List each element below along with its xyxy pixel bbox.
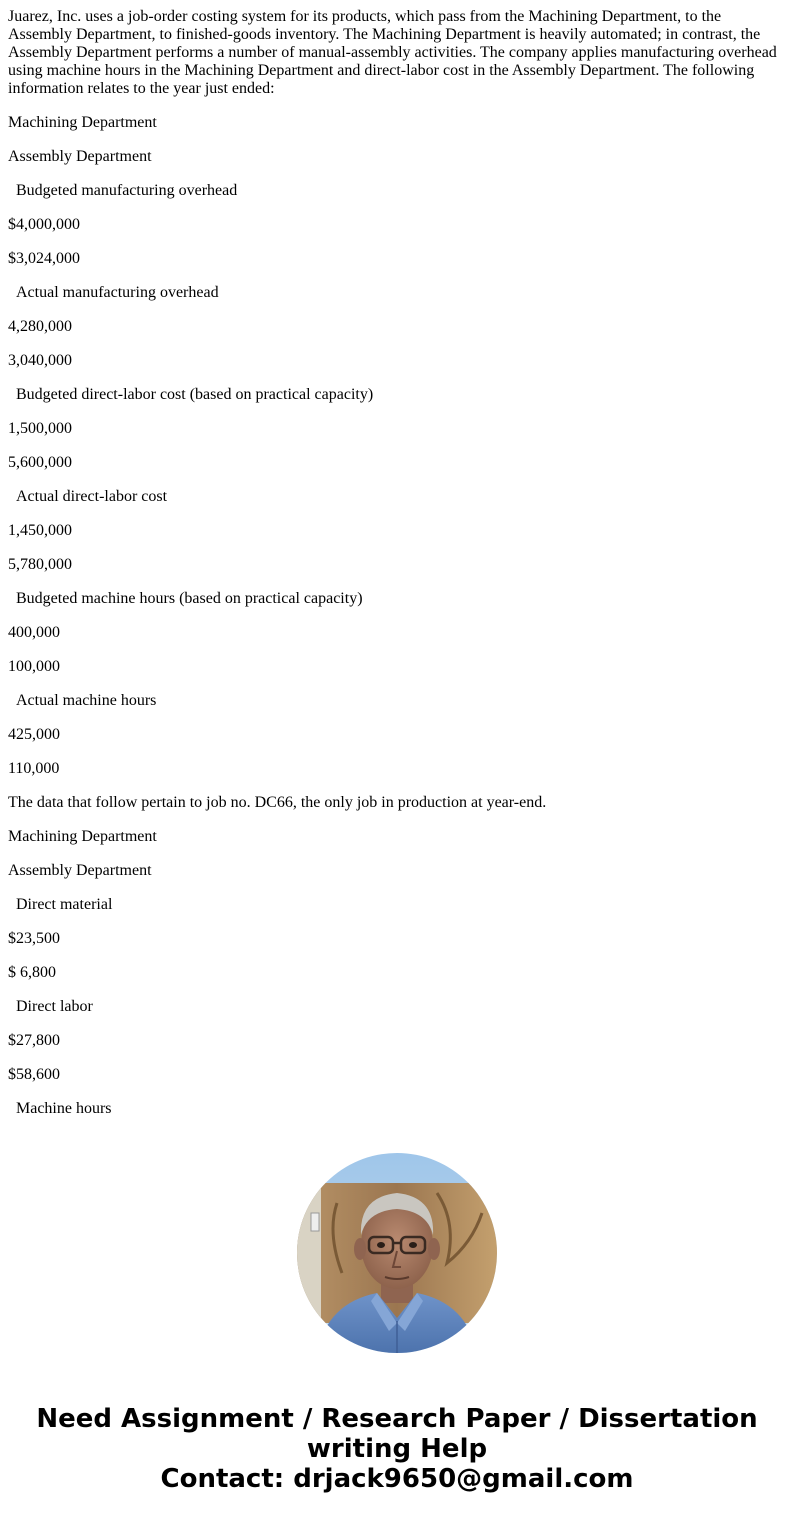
avatar (297, 1153, 497, 1353)
table2-header-machining: Machining Department (8, 828, 157, 845)
table1-row-label: Actual manufacturing overhead (16, 284, 219, 301)
table1-cell-machining: 4,280,000 (8, 318, 72, 335)
table2-header-assembly: Assembly Department (8, 862, 152, 879)
table1-row-label: Budgeted manufacturing overhead (16, 182, 238, 199)
table1-cell-machining: 400,000 (8, 624, 60, 641)
table1-cell-machining: 425,000 (8, 726, 60, 743)
table1-cell-assembly: 5,780,000 (8, 556, 72, 573)
intro-paragraph: Juarez, Inc. uses a job-order costing system for its products, which pass from the Machining Department, to the Assembly Department, to finished-goods inventory. The Machining Department is heavily automated; in contrast, the Assembly Department performs a number of manual-assembly activities. The company applies manufacturing overhead using machine hours in the Machining Department and direct-labor cost in the Assembly Department. The following information relates to the year just ended: (8, 8, 777, 97)
promo-line-1: Need Assignment / Research Paper / Dissertation (36, 1404, 758, 1434)
table2-row-label: Direct material (16, 896, 113, 913)
table2-cell-assembly: $58,600 (8, 1066, 60, 1083)
table2-cell-assembly: $ 6,800 (8, 964, 56, 981)
table1-cell-machining: 1,450,000 (8, 522, 72, 539)
table1-cell-assembly: 3,040,000 (8, 352, 72, 369)
table1-row-label: Actual machine hours (16, 692, 157, 709)
document-body (8, 8, 786, 1118)
promo-contact: Contact: drjack9650@gmail.com (160, 1464, 634, 1494)
table2-cell-machining: $27,800 (8, 1032, 60, 1049)
table2-row-label: Machine hours (16, 1100, 112, 1117)
transition-paragraph: The data that follow pertain to job no. DC66, the only job in production at year-end. (8, 794, 547, 811)
table1-cell-machining: 1,500,000 (8, 420, 72, 437)
table2-row-label: Direct labor (16, 998, 93, 1015)
table1-cell-assembly: 100,000 (8, 658, 60, 675)
table1-cell-machining: $4,000,000 (8, 216, 80, 233)
promo-line-2: writing Help (306, 1434, 488, 1464)
table1-row-label: Budgeted machine hours (based on practical capacity) (16, 590, 363, 607)
promo-banner (0, 1404, 794, 1494)
table1-header-assembly: Assembly Department (8, 148, 152, 165)
table1-cell-assembly: $3,024,000 (8, 250, 80, 267)
table1-cell-assembly: 5,600,000 (8, 454, 72, 471)
avatar-photo-illustration (297, 1153, 497, 1353)
table2-cell-machining: $23,500 (8, 930, 60, 947)
table1-row-label: Actual direct-labor cost (16, 488, 168, 505)
table1-cell-assembly: 110,000 (8, 760, 60, 777)
table1-row-label: Budgeted direct-labor cost (based on practical capacity) (16, 386, 374, 403)
table1-header-machining: Machining Department (8, 114, 157, 131)
